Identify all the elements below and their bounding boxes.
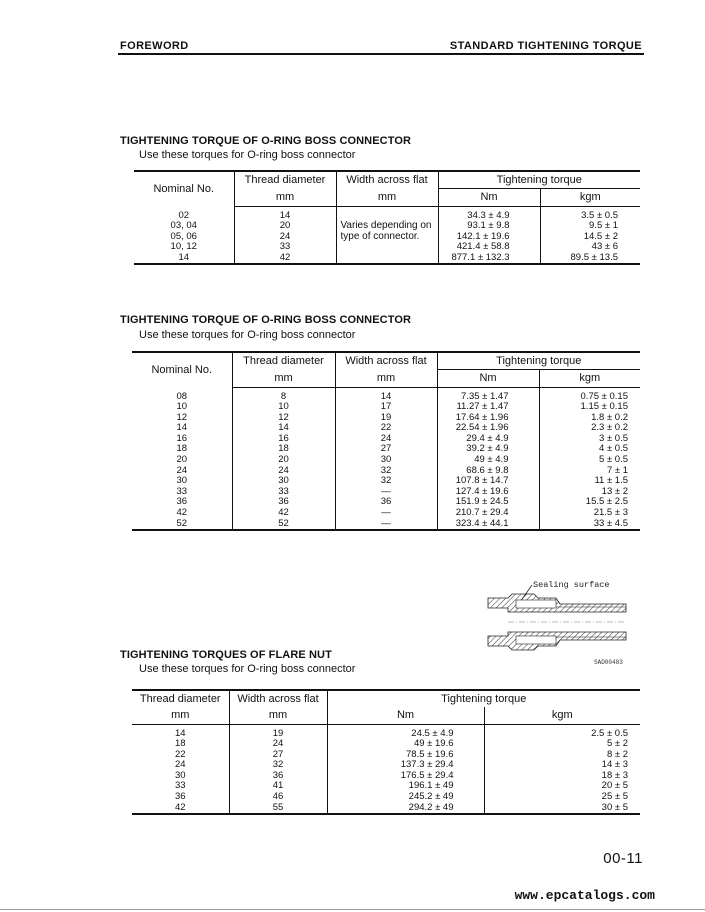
cell-width: 14 xyxy=(335,392,437,403)
cell-thread: 30 xyxy=(174,769,186,781)
cell-nm: 107.8 ± 14.7 xyxy=(437,476,539,487)
cell-kgm: 4 ± 0.5 xyxy=(539,444,640,455)
table-row: 05, 06 24 type of connector. 142.1 ± 19.6 14.5 ± 2 xyxy=(134,232,640,243)
table-row xyxy=(132,519,640,531)
unit-kgm: kgm xyxy=(539,370,640,388)
cell-kgm: 5 ± 2 xyxy=(484,739,640,750)
cell-kgm: 13 ± 2 xyxy=(539,487,640,498)
cell-nm: 137.3 ± 29.4 xyxy=(327,760,484,771)
flare-nut-diagram xyxy=(486,578,634,666)
cell-kgm: 7 ± 1 xyxy=(539,466,640,477)
cell-kgm: 18 ± 3 xyxy=(484,771,640,782)
cell-width: 30 xyxy=(335,455,437,466)
cell-thread: 14 xyxy=(232,423,335,434)
diagram-code: SAD00483 xyxy=(594,659,623,666)
col-header-nominal: Nominal No. xyxy=(134,171,234,207)
cell-thread: 14 xyxy=(174,727,186,739)
cell-nominal: 52 xyxy=(132,519,232,531)
cell-nominal: 16 xyxy=(176,432,188,444)
cell-nm: 294.2 ± 49 xyxy=(327,803,484,815)
cell-kgm: 5 ± 0.5 xyxy=(539,455,640,466)
cell-kgm: 2.5 ± 0.5 xyxy=(484,729,640,740)
table-row xyxy=(132,792,640,803)
col-header-width: Width across flat xyxy=(335,352,437,370)
cell-kgm: 21.5 ± 3 xyxy=(539,508,640,519)
cell-kgm: 33 ± 4.5 xyxy=(539,519,640,531)
table2-subtitle: Use these torques for O-ring boss connector xyxy=(139,329,356,341)
table2-title: TIGHTENING TORQUE OF O-RING BOSS CONNECTOR xyxy=(120,314,412,326)
cell-kgm: 1.8 ± 0.2 xyxy=(539,413,640,424)
col-header-torque: Tightening torque xyxy=(438,171,640,189)
cell-width: 24 xyxy=(335,434,437,445)
cell-nominal: 33 xyxy=(176,485,188,497)
cell-width: 32 xyxy=(335,476,437,487)
cell-width: — xyxy=(335,519,437,531)
cell-thread: 22 xyxy=(174,748,186,760)
cell-width: 32 xyxy=(335,466,437,477)
unit-mm: mm xyxy=(336,189,438,207)
cell-nominal: 36 xyxy=(176,496,188,508)
cell-nm: 323.4 ± 44.1 xyxy=(437,519,539,531)
cell-kgm: 0.75 ± 0.15 xyxy=(539,392,640,403)
col-header-thread: Thread diameter xyxy=(132,690,229,707)
cell-nominal: 30 xyxy=(176,475,188,487)
cell-nm: 151.9 ± 24.5 xyxy=(437,497,539,508)
table-row: 02 14 34.3 ± 4.9 3.5 ± 0.5 xyxy=(134,211,640,222)
cell-thread: 36 xyxy=(232,497,335,508)
table-row: 03, 04 20 Varies depending on 93.1 ± 9.8 9.5 ± 1 xyxy=(134,221,640,232)
cell-thread: 33 xyxy=(174,780,186,792)
cell-width: 22 xyxy=(335,423,437,434)
sealing-surface-label: Sealing surface xyxy=(533,580,610,590)
watermark-url: www.epcatalogs.com xyxy=(514,888,655,903)
cell-width: 17 xyxy=(335,402,437,413)
unit-mm: mm xyxy=(232,370,335,388)
table1-title: TIGHTENING TORQUE OF O-RING BOSS CONNECTOR xyxy=(120,135,412,147)
width-note: Varies depending on xyxy=(336,221,438,232)
cell-width: 27 xyxy=(335,444,437,455)
cell-nominal: 24 xyxy=(176,464,188,476)
table-row xyxy=(132,781,640,792)
cell-kgm: 15.5 ± 2.5 xyxy=(539,497,640,508)
cell-nm: 127.4 ± 19.6 xyxy=(437,487,539,498)
cell-width: 36 xyxy=(229,771,327,782)
width-note: type of connector. xyxy=(336,232,438,243)
cell-width: 19 xyxy=(335,413,437,424)
table-row xyxy=(132,771,640,782)
table-row: 10, 12 33 421.4 ± 58.8 43 ± 6 xyxy=(134,242,640,253)
cell-thread: 16 xyxy=(232,434,335,445)
cell-kgm: 2.3 ± 0.2 xyxy=(539,423,640,434)
cell-thread: 42 xyxy=(232,508,335,519)
sealing-surface-drawing xyxy=(486,578,634,666)
cell-thread: 24 xyxy=(232,466,335,477)
cell-kgm: 14 ± 3 xyxy=(484,760,640,771)
cell-nominal: 18 xyxy=(176,443,188,455)
cell-nm: 78.5 ± 19.6 xyxy=(327,750,484,761)
cell-thread: 18 xyxy=(174,738,186,750)
cell-width: 27 xyxy=(229,750,327,761)
cell-thread: 52 xyxy=(232,519,335,531)
col-header-torque: Tightening torque xyxy=(437,352,640,370)
cell-kgm: 11 ± 1.5 xyxy=(539,476,640,487)
cell-thread: 36 xyxy=(174,791,186,803)
col-header-width: Width across flat xyxy=(336,171,438,189)
table1-subtitle: Use these torques for O-ring boss connector xyxy=(139,149,356,161)
cell-thread: 33 xyxy=(232,487,335,498)
cell-nm: 39.2 ± 4.9 xyxy=(437,444,539,455)
unit-nm: Nm xyxy=(437,370,539,388)
cell-nominal: 08 xyxy=(176,390,188,402)
cell-thread: 10 xyxy=(232,402,335,413)
table-row xyxy=(132,739,640,750)
cell-thread: 20 xyxy=(232,455,335,466)
cell-nominal: 20 xyxy=(176,454,188,466)
unit-mm: mm xyxy=(132,707,229,725)
cell-nominal: 12 xyxy=(176,411,188,423)
cell-kgm: 3 ± 0.5 xyxy=(539,434,640,445)
col-header-nominal: Nominal No. xyxy=(132,352,232,388)
cell-nm: 49 ± 4.9 xyxy=(437,455,539,466)
unit-mm: mm xyxy=(234,189,336,207)
cell-nm: 17.64 ± 1.96 xyxy=(437,413,539,424)
col-header-thread: Thread diameter xyxy=(234,171,336,189)
cell-kgm: 30 ± 5 xyxy=(484,803,640,815)
cell-width: 36 xyxy=(335,497,437,508)
table2-torque-table xyxy=(132,351,640,531)
cell-nm: 29.4 ± 4.9 xyxy=(437,434,539,445)
cell-thread: 18 xyxy=(232,444,335,455)
cell-width: — xyxy=(335,487,437,498)
cell-nm: 24.5 ± 4.9 xyxy=(327,729,484,740)
cell-width: 24 xyxy=(229,739,327,750)
unit-kgm: kgm xyxy=(540,189,640,207)
cell-nm: 176.5 ± 29.4 xyxy=(327,771,484,782)
page-header-title: STANDARD TIGHTENING TORQUE xyxy=(449,40,642,52)
cell-thread: 8 xyxy=(232,392,335,403)
cell-nm: 11.27 ± 1.47 xyxy=(437,402,539,413)
bottom-divider xyxy=(0,909,705,910)
cell-width: 46 xyxy=(229,792,327,803)
col-header-torque: Tightening torque xyxy=(327,690,640,707)
cell-nm: 210.7 ± 29.4 xyxy=(437,508,539,519)
cell-kgm: 8 ± 2 xyxy=(484,750,640,761)
page-number: 00-11 xyxy=(603,850,643,867)
cell-thread: 30 xyxy=(232,476,335,487)
cell-nominal: 14 xyxy=(176,422,188,434)
col-header-width: Width across flat xyxy=(229,690,327,707)
cell-kgm: 1.15 ± 0.15 xyxy=(539,402,640,413)
cell-kgm: 20 ± 5 xyxy=(484,781,640,792)
cell-nm: 22.54 ± 1.96 xyxy=(437,423,539,434)
cell-width: 41 xyxy=(229,781,327,792)
table-row xyxy=(132,729,640,740)
cell-width: — xyxy=(335,508,437,519)
table-row xyxy=(132,803,640,815)
table-row xyxy=(132,760,640,771)
cell-nominal: 10 xyxy=(176,401,188,413)
table-row: 14 42 877.1 ± 132.3 89.5 ± 13.5 xyxy=(134,253,640,265)
cell-width: 19 xyxy=(229,729,327,740)
table3-flare-nut-table xyxy=(132,689,640,815)
header-divider xyxy=(118,53,644,55)
cell-width: 55 xyxy=(229,803,327,815)
unit-mm: mm xyxy=(335,370,437,388)
unit-nm: Nm xyxy=(438,189,540,207)
cell-kgm: 25 ± 5 xyxy=(484,792,640,803)
unit-kgm: kgm xyxy=(484,707,640,725)
table1-torque-table xyxy=(134,170,640,265)
col-header-thread: Thread diameter xyxy=(232,352,335,370)
unit-mm: mm xyxy=(229,707,327,725)
cell-nm: 245.2 ± 49 xyxy=(327,792,484,803)
cell-thread: 24 xyxy=(174,759,186,771)
unit-nm: Nm xyxy=(327,707,484,725)
cell-width: 32 xyxy=(229,760,327,771)
cell-nm: 7.35 ± 1.47 xyxy=(437,392,539,403)
cell-nominal: 42 xyxy=(176,507,188,519)
section-header: FOREWORD xyxy=(120,40,189,52)
cell-nm: 49 ± 19.6 xyxy=(327,739,484,750)
cell-nm: 196.1 ± 49 xyxy=(327,781,484,792)
cell-nm: 68.6 ± 9.8 xyxy=(437,466,539,477)
cell-thread: 42 xyxy=(132,803,229,815)
table3-title: TIGHTENING TORQUES OF FLARE NUT xyxy=(120,649,332,661)
table3-subtitle: Use these torques for O-ring boss connector xyxy=(139,663,356,675)
table-row xyxy=(132,750,640,761)
cell-thread: 12 xyxy=(232,413,335,424)
